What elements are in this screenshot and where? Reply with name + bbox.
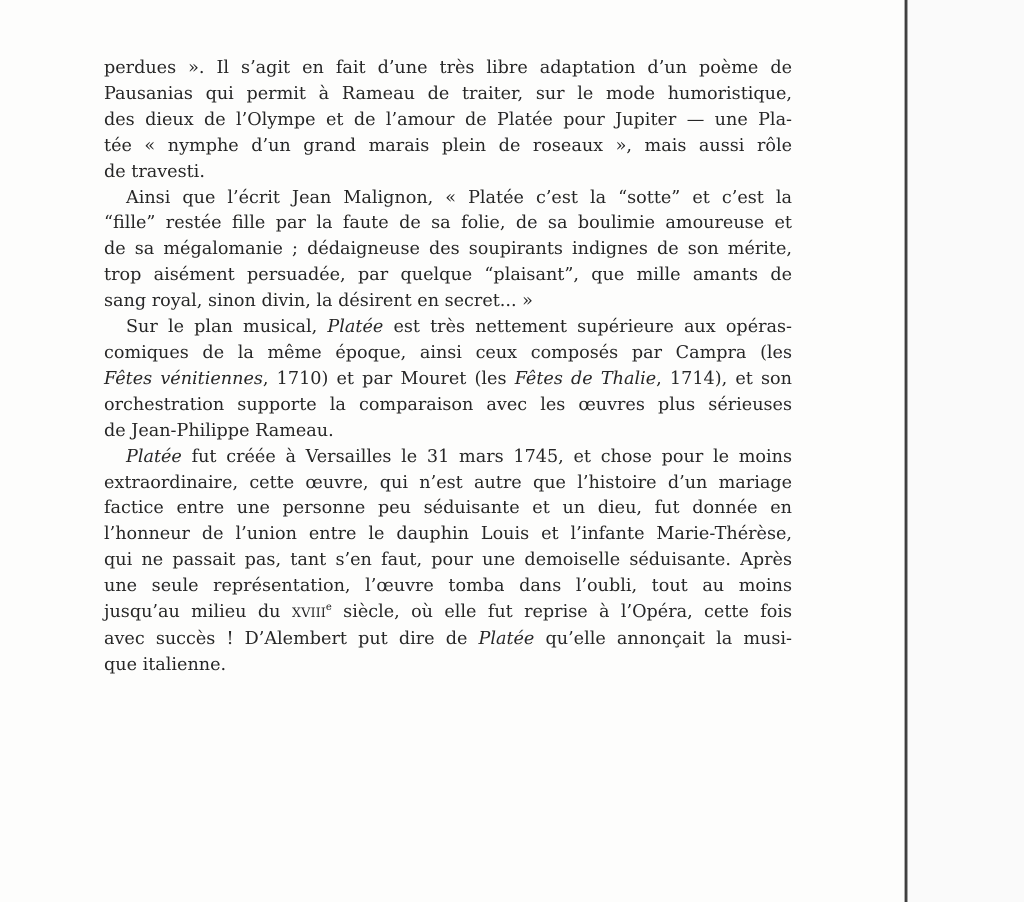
paragraph-2 [104,186,792,316]
text-line: de sa mégalomanie ; dédaigneuse des soupirants indignes de son mérite, [104,239,792,260]
text-line: orchestration supporte la comparaison avec les œuvres plus sérieuses [104,394,792,415]
work-title: Platée [478,628,535,649]
text-line: l’honneur de l’union entre le dauphin Louis et l’infante Marie-Thérèse, [104,524,792,545]
text-run: Sur le plan musical, [126,317,328,338]
facing-page-edge [908,0,1024,902]
work-title: Platée [327,317,384,338]
text-line: que italienne. [104,654,227,675]
text-line: Ainsi que l’écrit Jean Malignon, « Platée c’est la “sotte” et c’est la [126,187,792,208]
text-run: est très nettement supérieure aux opéras- [383,317,792,338]
work-title: Platée [126,446,182,467]
text-line [104,315,792,341]
text-line: tée « nymphe d’un grand marais plein de roseaux », mais aussi rôle [104,135,792,156]
text-run: qu’elle annonçait la musi- [534,628,792,649]
paragraph-1 [104,56,792,186]
text-line: des dieux de l’Olympe et de l’amour de Platée pour Jupiter — une Pla- [104,109,792,130]
work-title: Fêtes vénitiennes [104,368,263,389]
text-line: perdues ». Il s’agit en fait d’une très libre adaptation d’un poème de [104,58,792,78]
text-line: de travesti. [104,161,205,182]
text-run: fut créée à Versailles le 31 mars 1745, et chose pour le moins [181,446,792,467]
text-line [104,627,792,653]
ordinal-superscript: e [325,602,332,614]
paragraph-4 [104,445,792,679]
text-run: avec succès ! D’Alembert put dire de [104,628,479,649]
text-run: jusqu’au milieu du [104,602,292,623]
text-line: sang royal, sinon divin, la désirent en secret... » [104,291,533,312]
text-run: , 1714), et son [656,368,792,389]
text-line [104,445,792,471]
text-line: “fille” restée fille par la faute de sa folie, de sa boulimie amoureuse et [104,213,792,234]
text-line: factice entre une personne peu séduisante et un dieu, fut donnée en [104,498,792,519]
text-line: comiques de la même époque, ainsi ceux composés par Campra (les [104,342,792,363]
text-line [104,367,792,393]
text-line: extraordinaire, cette œuvre, qui n’est autre que l’histoire d’un mariage [104,472,792,493]
century-numeral: XVIII [291,606,326,622]
work-title: Fêtes de Thalie [514,368,657,389]
text-line [104,600,792,627]
text-line: Pausanias qui permit à Rameau de traiter, sur le mode humoristique, [104,83,792,104]
text-run: siècle, où elle fut reprise à l’Opéra, cette fois [331,602,793,623]
text-line: qui ne passait pas, tant s’en faut, pour une demoiselle séduisante. Après [104,550,792,571]
text-line: de Jean-Philippe Rameau. [104,420,334,441]
text-line: une seule représentation, l’œuvre tomba dans l’oubli, tout au moins [104,576,792,597]
text-line: trop aisément persuadée, par quelque “plaisant”, que mille amants de [104,265,792,286]
body-text [104,56,792,679]
paragraph-3 [104,315,792,445]
text-run: , 1710) et par Mouret (les [262,368,515,389]
